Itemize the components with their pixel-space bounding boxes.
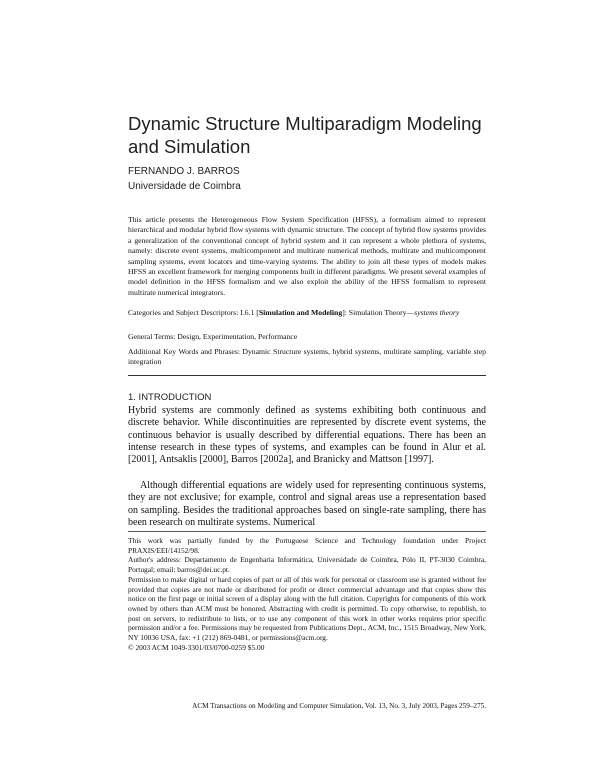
categories-descriptors — [128, 308, 486, 318]
footnote-copyright: © 2003 ACM 1049-3301/03/0700-0259 $5.00 — [128, 642, 265, 652]
body-paragraph-1: Hybrid systems are commonly defined as systems exhibiting both continuous and discrete behavior. While discontinuities are represented by discrete event systems, the continuous behavior is usually described by differential equations. There has been an intense research in these types of systems, and examples can be found in Alur et al. [2001], Antsaklis [2000], Barros [2002a], and Branicky and Mattson [1997]. — [128, 405, 486, 466]
footnote-divider — [128, 531, 486, 532]
footnote-funding: This work was partially funded by the Portuguese Science and Technology foundation under Project PRAXIS/EEI/14152/98. — [128, 536, 486, 555]
author-name: FERNANDO J. BARROS — [128, 166, 240, 177]
section-heading: 1. INTRODUCTION — [128, 392, 212, 403]
footnotes — [128, 536, 486, 652]
abstract: This article presents the Heterogeneous Flow System Specification (HFSS), a formalism aimed to represent hierarchical and modular hybrid flow systems with dynamic structure. The concept of hybrid flow systems provides a generalization of the conventional concept of hybrid system and it can represent a whole plethora of systems, namely: discrete event systems, multicomponent and multirate numerical methods, multirate and multicomponent sampling systems, event locators and time-varying systems. The ability to join all these types of models makes HFSS an excellent framework for merging components built in different paradigms. We present several examples of model definition in the HFSS formalism and we also exploit the ability of the HFSS formalism to represent multirate numerical integrators. — [128, 215, 486, 297]
categories-bold: Simulation and Modeling — [258, 308, 343, 317]
keywords: Additional Key Words and Phrases: Dynamic Structure systems, hybrid systems, multirate sampling, variable step integration — [128, 347, 486, 367]
categories-italic: systems theory — [414, 308, 460, 317]
author-affiliation: Universidade de Coimbra — [128, 181, 241, 192]
categories-middle: ]: Simulation Theory— — [342, 308, 415, 317]
paper-title: Dynamic Structure Multiparadigm Modeling and Simulation — [128, 113, 482, 157]
general-terms: General Terms: Design, Experimentation, Performance — [128, 332, 298, 341]
categories-prefix: Categories and Subject Descriptors: I.6.1 [ — [128, 308, 259, 317]
footnote-permission: Permission to make digital or hard copies of part or all of this work for personal or classroom use is granted without fee provided that copies are not made or distributed for profit or direct commercial advantage and that copies show this notice on the first page or initial screen of a display along with the full citation. Copyrights for components of this work owned by others than ACM must be honored. Abstracting with credit is permitted. To copy otherwise, to republish, to post on servers, to redistribute to lists, or to use any component of this work in other works requires prior specific permission and/or a fee. Permissions may be requested from Publications Dept., ACM, Inc., 1515 Broadway, New York, NY 10036 USA, fax: +1 (212) 869-0481, or permissions@acm.org. — [128, 574, 486, 643]
running-footer: ACM Transactions on Modeling and Computer Simulation, Vol. 13, No. 3, July 2003, Pages 259–275. — [192, 702, 486, 710]
body-paragraph-2: Although differential equations are widely used for representing continuous systems, they are not exclusive; for example, control and signal areas use a representation based on sampling. Besides the traditional approaches based on single-rate sampling, there has been research on multirate systems. Numerical — [128, 480, 486, 528]
section-divider — [128, 375, 486, 376]
footnote-address: Author's address: Departamento de Engenharia Informática, Universidade de Coimbra, Pólo II, PT-3030 Coimbra, Portugal; email: barros@dei.uc.pt. — [128, 555, 486, 575]
